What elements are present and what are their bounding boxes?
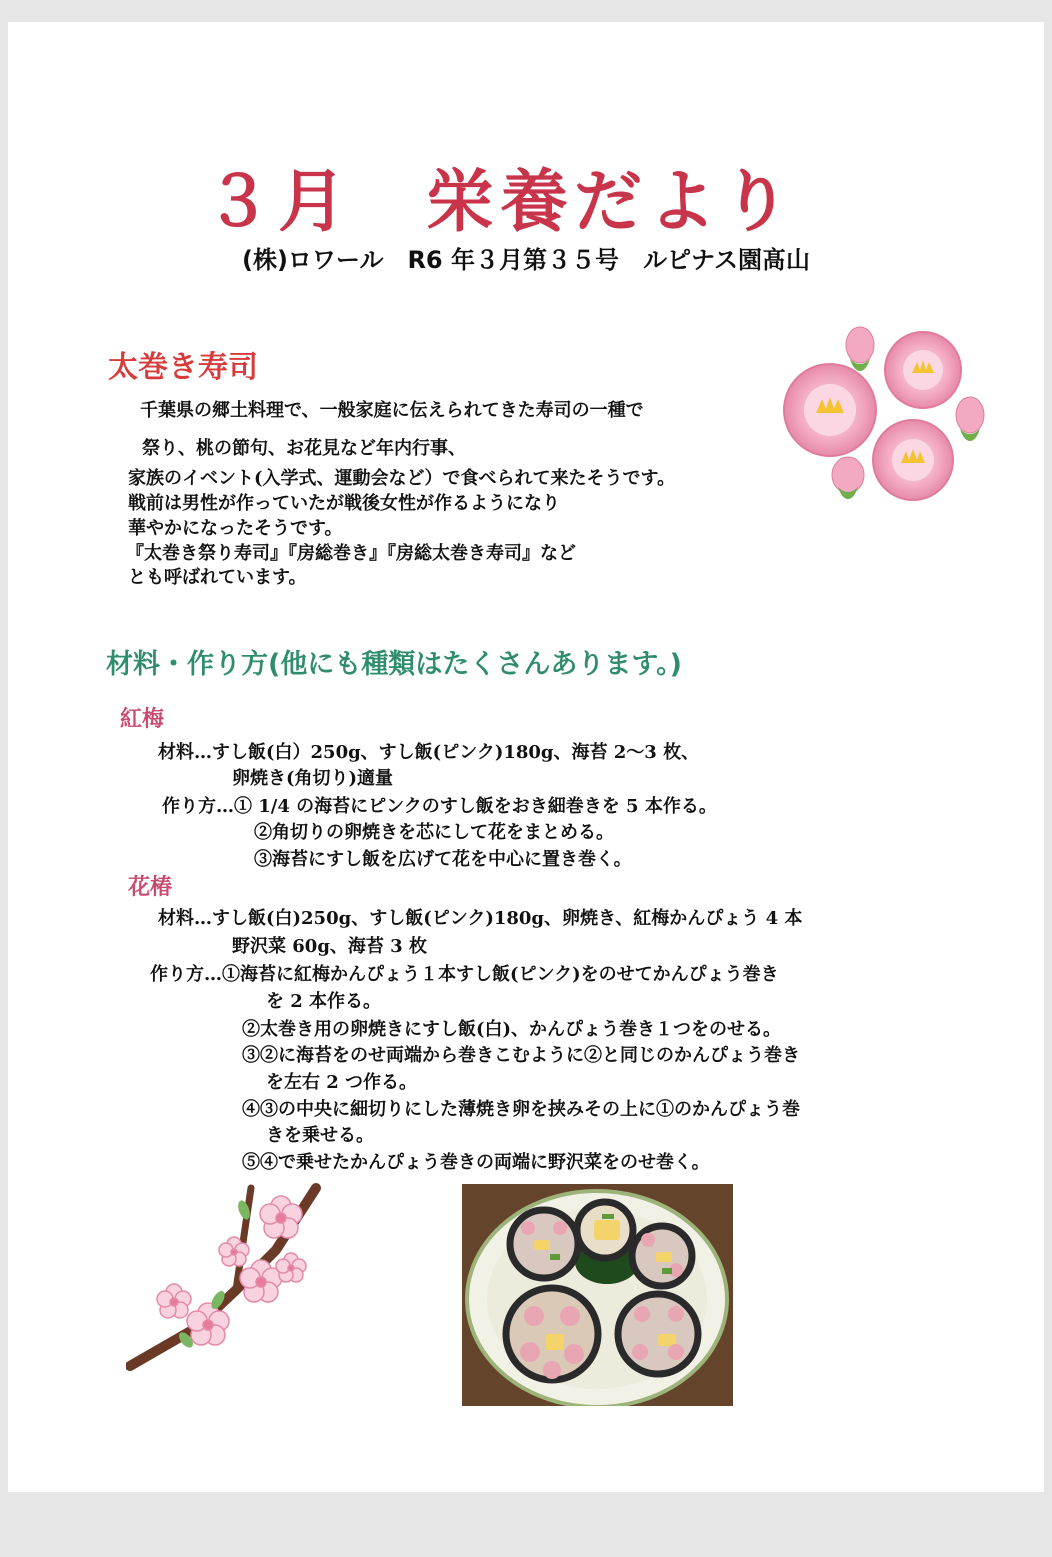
- hanatsubaki-line: ④③の中央に細切りにした薄焼き卵を挟みその上に①のかんぴょう巻: [242, 1099, 800, 1120]
- koubai-line: ②角切りの卵焼きを芯にして花をまとめる。: [254, 822, 614, 843]
- hanatsubaki-line: を左右 2 つ作る。: [266, 1072, 418, 1093]
- hanatsubaki-line: きを乗せる。: [266, 1125, 374, 1146]
- koubai-line: 卵焼き(角切り)適量: [232, 768, 394, 789]
- camellia-bud-icon: [832, 457, 864, 499]
- hanatsubaki-line: 作り方…①海苔に紅梅かんぴょう１本すし飯(ピンク)をのせてかんぴょう巻き: [150, 964, 779, 985]
- hanatsubaki-line: を 2 本作る。: [266, 991, 382, 1012]
- cherry-blossom-branch-illustration: [126, 1180, 326, 1375]
- camellia-bud-icon: [846, 327, 874, 371]
- hanatsubaki-line: ⑤④で乗せたかんぴょう巻きの両端に野沢菜をのせ巻く。: [242, 1152, 710, 1173]
- camellia-bud-icon: [956, 397, 984, 441]
- intro-line: 千葉県の郷土料理で、一般家庭に伝えられてきた寿司の一種で: [140, 400, 644, 421]
- intro-line: 『太巻き祭り寿司』『房総巻き』『房総太巻き寿司』など: [126, 543, 576, 564]
- page-title: ３月 栄養だより: [203, 163, 796, 242]
- cherry-blossom-icon: [260, 1196, 302, 1238]
- koubai-line: 材料…すし飯(白）250g、すし飯(ピンク)180g、海苔 2〜3 枚、: [158, 742, 700, 763]
- camellia-flower-icon: [885, 332, 961, 408]
- hanatsubaki-line: ③②に海苔をのせ両端から巻きこむように②と同じのかんぴょう巻き: [242, 1045, 800, 1066]
- hanatsubaki-line: 材料…すし飯(白)250g、すし飯(ピンク)180g、卵焼き、紅梅かんぴょう 4 本: [158, 908, 803, 929]
- intro-line: 祭り、桃の節句、お花見など年内行事、: [142, 438, 466, 459]
- cherry-blossom-icon: [276, 1253, 306, 1282]
- recipes-heading: 材料・作り方(他にも種類はたくさんあります。): [106, 649, 683, 680]
- camellia-flower-icon: [784, 364, 876, 456]
- intro-line: とも呼ばれています。: [128, 567, 307, 588]
- hanatsubaki-line: 野沢菜 60g、海苔 3 枚: [232, 936, 427, 957]
- page-subtitle: (株)ロワール R6 年３月第３５号 ルピナス園髙山: [241, 246, 811, 274]
- intro-line: 家族のイベント(入学式、運動会など）で食べられて来たそうです。: [128, 468, 676, 489]
- cherry-blossom-icon: [157, 1284, 191, 1318]
- recipe-name-koubai: 紅梅: [120, 707, 165, 732]
- intro-line: 華やかになったそうです。: [128, 518, 343, 539]
- futomaki-sushi-photo: [462, 1184, 733, 1406]
- recipe-name-hanatsubaki: 花椿: [128, 875, 173, 900]
- koubai-line: 作り方…① 1/4 の海苔にピンクのすし飯をおき細巻きを 5 本作る。: [162, 796, 717, 817]
- intro-line: 戦前は男性が作っていたが戦後女性が作るようになり: [128, 493, 560, 514]
- camellia-flowers-illustration: [780, 325, 995, 505]
- koubai-line: ③海苔にすし飯を広げて花を中心に置き巻く。: [254, 849, 632, 870]
- hanatsubaki-line: ②太巻き用の卵焼きにすし飯(白)、かんぴょう巻き１つをのせる。: [242, 1019, 782, 1040]
- camellia-flower-icon: [873, 420, 953, 500]
- intro-heading: 太巻き寿司: [108, 350, 258, 385]
